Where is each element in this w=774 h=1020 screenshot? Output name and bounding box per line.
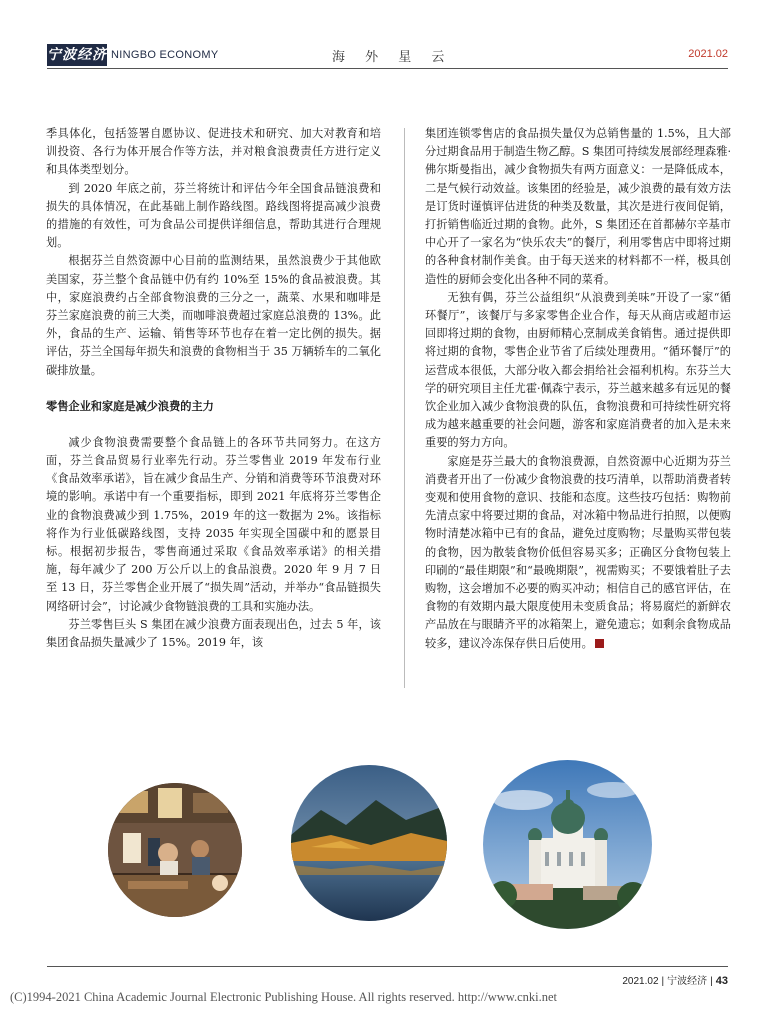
paragraph: 芬兰零售巨头 S 集团在减少浪费方面表现出色，过去 5 年，该集团食品损失量减少了 15%。2019 年，该	[46, 617, 381, 650]
page-header	[47, 44, 728, 66]
section-title: 海 外 星 云	[332, 50, 453, 65]
subheading: 零售企业和家庭是减少浪费的主力	[46, 399, 214, 413]
paragraph: 到 2020 年底之前，芬兰将统计和评估今年全国食品链浪费和损失的具体情况，在此基础上制作路线图。路线图将提高减少浪费的措施的有效性，可为食品公司提供详细信息，帮助其进行合理规划。	[46, 181, 381, 250]
paragraph: 减少食物浪费需要整个食品链上的各环节共同努力。在这方面，芬兰食品贸易行业率先行动。芬兰零售业 2019 年发布行业《食品效率承诺》，旨在减少食品生产、分销和消费等环节浪费对环境的影响。承诺中有一个重要指标，即到 2021 年底将芬兰零售企业的食物浪费减少到 1.75%，2019 年的这一数据为 2%。该指标将作为行业低碳路线图，支持 2035 年实现全国碳中和的愿景目标。根据初步报告，零售商通过采取《食品效率承诺》的相关措施，每年减少了 200 万公斤以上的食品浪费。2020 年 9 月 7 日至 13 日，芬兰零售企业开展了“损失周”活动，并举办“食品链损失网络研讨会”，讨论减少食物链浪费的工具和实施办法。	[46, 435, 381, 613]
paragraph: 集团连锁零售店的食品损失量仅为总销售量的 1.5%，且大部分过期食品用于制造生物乙醇。S 集团可持续发展部经理森雅·佛尔斯曼指出，减少食物损失有两方面意义：一是降低成本，二是气候行动效益。该集团的经验是，减少浪费的最有效方法是订货时谨慎评估进货的种类及数量，其次是进行夜间促销，打折销售临近过期的食物。此外，S 集团还在首都赫尔辛基市中心开了一家名为“快乐农夫”的餐厅，利用零售店中即将过期的各种食材制作美食。由于每天送来的材料都不一样，极具创造性的厨师会变化出各种不同的菜肴。	[425, 127, 731, 286]
left-column	[46, 125, 381, 652]
photo-lake-landscape	[291, 765, 447, 921]
separator: |	[661, 976, 665, 987]
separator: |	[710, 976, 713, 987]
footer-rule	[47, 966, 728, 967]
article-end-mark-icon	[595, 639, 604, 648]
photo-helsinki-cathedral	[483, 760, 652, 929]
footer-issue: 2021.02	[622, 976, 659, 987]
paragraph	[425, 453, 731, 653]
page-number: 43	[715, 975, 728, 987]
column-divider	[404, 128, 405, 688]
page-footer	[622, 972, 728, 987]
paragraph: 根据芬兰自然资源中心目前的监测结果，虽然浪费少于其他欧美国家，芬兰整个食品链中仍有约 10%至 15%的食品被浪费。其中，家庭浪费约占全部食物浪费的三分之一，蔬菜、水果和咖啡是芬兰家庭浪费的前三大类，而咖啡浪费超过家庭总浪费的 13%。此外，食品的生产、运输、销售等环节也存在着一定比例的损失。据评估，芬兰全国每年损失和浪费的食物相当于 35 万辆轿车的二氧化碳排放量。	[46, 254, 381, 377]
paragraph: 季具体化，包括签署自愿协议、促进技术和研究、加大对教育和培训投资、各行为体开展合作等方法，并对粮食浪费责任方进行定义和具体类型划分。	[46, 127, 381, 177]
right-column	[425, 125, 731, 653]
magazine-logo: 宁波经济	[47, 44, 107, 66]
magazine-name-en: NINGBO ECONOMY	[111, 49, 219, 61]
copyright-notice: (C)1994-2021 China Academic Journal Electronic Publishing House. All rights reserved. http://www.cnki.net	[10, 990, 558, 1004]
paragraph: 无独有偶，芬兰公益组织“从浪费到美味”开设了一家“循环餐厅”，该餐厅与多家零售企业合作，每天从商店或超市运回即将过期的食物，由厨师精心烹制成美食销售。通过提供即将过期的食物，零售企业节省了后续处理费用。“循环餐厅”的运营成本很低，大部分收入都会捐给社会福利机构。东芬兰大学的研究项目主任尤霍·佩森宁表示，芬兰越来越多有远见的餐饮企业加入减少食物浪费的队伍，食物浪费和可持续性研究将成为越来越重要的社会问题，游客和家庭消费者的加入是未来重要的努力方向。	[425, 290, 731, 450]
paragraph-text: 家庭是芬兰最大的食物浪费源，自然资源中心近期为芬兰消费者开出了一份减少食物浪费的技巧清单，以帮助消费者转变观和使用食物的意识、技能和态度。这些技巧包括：购物前先清点家中将要过期的食品，对冰箱中物品进行拍照，以便购物时清楚冰箱中已有的食品，避免过度购物；尽量购买带包装的食物，因为散装食物价低但容易买多；正确区分食物包装上印刷的“最佳期限”和“最晚期限”，视需购买；不要饿着肚子去购物，这会增加不必要的购买冲动；相信自己的感官评估，在食物的有效期内最大限度使用未变质食品；将易腐烂的新鲜农产品放在与眼睛齐平的冰箱架上，避免遗忘；如剩余食物成品较多，建议冷冻保存供日后使用。	[425, 454, 731, 650]
header-rule	[47, 68, 728, 69]
footer-magazine: 宁波经济	[667, 976, 708, 987]
issue-number: 2021.02	[688, 48, 728, 60]
photo-restaurant	[108, 783, 242, 917]
